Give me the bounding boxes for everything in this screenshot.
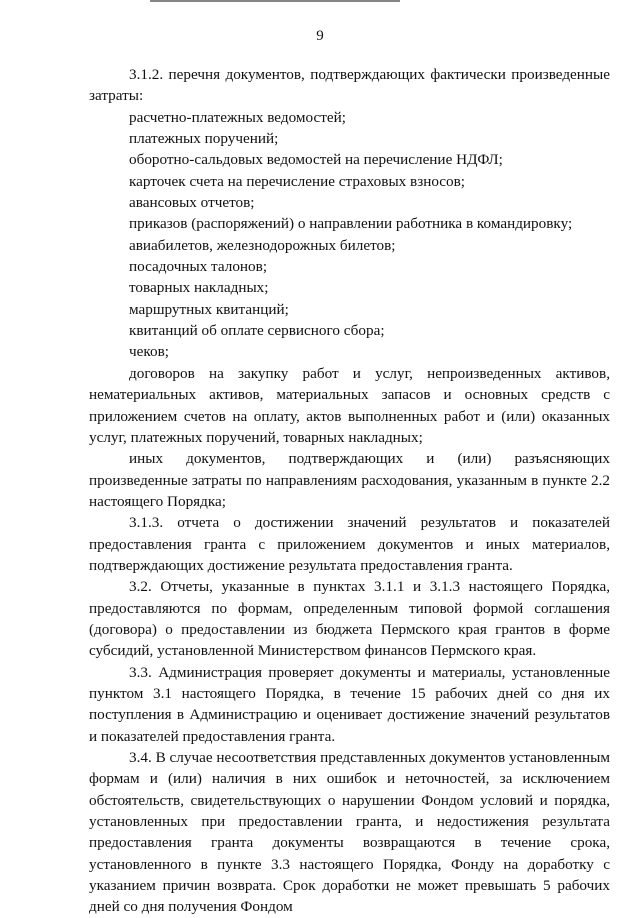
paragraph-other-docs: иных документов, подтверждающих и (или) разъясняющих произведенные затраты по направлениям расходования, указанным в пункте 2.2 настоящего Порядка; — [89, 450, 610, 510]
paragraph-3-2: 3.2. Отчеты, указанные в пунктах 3.1.1 и 3.1.3 настоящего Порядка, предоставляются по формам, определенным типовой формой соглашения (договора) о предоставлении из бюджета Пермского края грантов в форме субсидий, установленной Министерством финансов Пермского края. — [89, 578, 610, 660]
list-item: маршрутных квитанций; — [129, 300, 289, 318]
list-item: квитанций об оплате сервисного сбора; — [129, 322, 385, 340]
list-item: чеков; — [129, 343, 169, 361]
paragraph-3-3: 3.3. Администрация проверяет документы и материалы, установленные пунктом 3.1 настоящего Порядка, в течение 15 рабочих дней со дня их поступления в Администрацию и оценивает достижение значений результатов и показателей предоставления гранта. — [89, 663, 610, 745]
list-item: авиабилетов, железнодорожных билетов; — [129, 236, 396, 254]
paragraph-3-1-3: 3.1.3. отчета о достижении значений результатов и показателей предоставления гранта с приложением документов и иных материалов, подтверждающих достижение результата предоставления гранта. — [89, 514, 610, 574]
list-item: авансовых отчетов; — [129, 194, 255, 212]
list-item: оборотно-сальдовых ведомостей на перечисление НДФЛ; — [129, 151, 503, 169]
page-number: 9 — [316, 28, 324, 44]
paragraph-3-1-2: 3.1.2. перечня документов, подтверждающих фактически произведенные затраты: — [89, 66, 610, 105]
top-rule — [150, 0, 400, 2]
document-body — [89, 64, 610, 918]
paragraph-contracts: договоров на закупку работ и услуг, непроизведенных активов, нематериальных активов, материальных запасов и основных средств с приложением счетов на оплату, актов выполненных работ и (или) оказанных услуг, платежных поручений, товарных накладных; — [89, 364, 610, 446]
list-item: приказов (распоряжений) о направлении работника в командировку; — [129, 215, 573, 233]
list-item: посадочных талонов; — [129, 258, 268, 276]
list-item: карточек счета на перечисление страховых взносов; — [129, 172, 466, 190]
paragraph-3-4: 3.4. В случае несоответствия представленных документов установленным формам и (или) наличия в них ошибок и неточностей, за исключением обстоятельств, свидетельствующих о нарушении Фондом условий и порядка, установленных при предоставлении гранта, и недостижения результата предоставления гранта документы возвращаются в течение срока, установленного в пункте 3.3 настоящего Порядка, Фонду на доработку с указанием причин возврата. Срок доработки не может превышать 5 рабочих дней со дня получения Фондом — [89, 749, 610, 916]
list-item: товарных накладных; — [129, 279, 269, 297]
list-item: расчетно-платежных ведомостей; — [129, 108, 346, 126]
list-item: платежных поручений; — [129, 130, 279, 148]
